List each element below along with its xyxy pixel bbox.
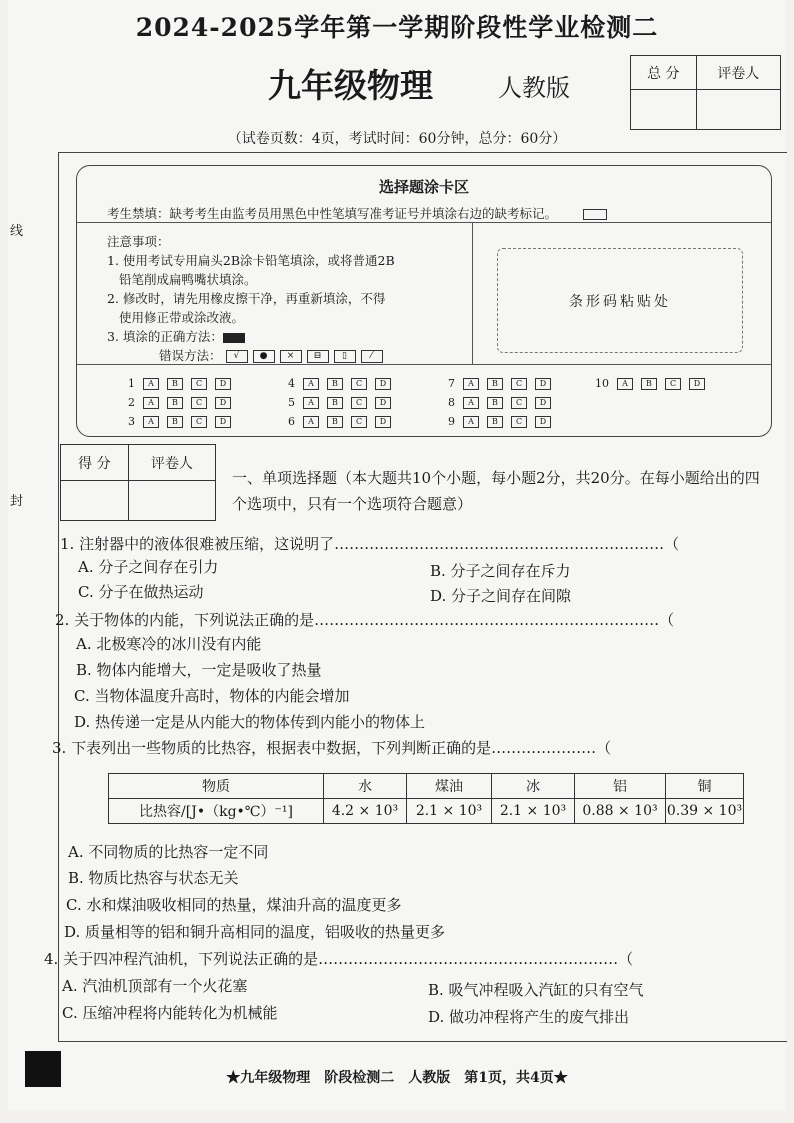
section-grader-label: 评卷人: [128, 445, 215, 481]
absent-warning: [107, 204, 607, 222]
bubble-row-q1[interactable]: [121, 377, 239, 390]
bubble-a[interactable]: A: [303, 416, 319, 428]
bubble-b[interactable]: B: [487, 416, 503, 428]
bubble-b[interactable]: B: [167, 397, 183, 409]
bubble-qnum: 6: [288, 415, 295, 428]
question-1-stem: 1. 注射器中的液体很难被压缩，这说明了…………………………………………………………（: [60, 535, 680, 553]
bubble-b[interactable]: B: [327, 416, 343, 428]
wrong-mark-dot: ●: [253, 350, 275, 363]
q1-option-c[interactable]: C. 分子在做热运动: [78, 583, 204, 601]
notes-title: 注意事项：: [107, 234, 170, 249]
bubble-a[interactable]: A: [303, 397, 319, 409]
correct-method-line: [107, 327, 395, 346]
bubble-row-q4[interactable]: [281, 377, 399, 390]
note-line: 使用修正带或涂改液。: [119, 310, 245, 325]
bubble-a[interactable]: A: [463, 378, 479, 390]
heat-table-header: 煤油: [407, 774, 492, 799]
q2-option-c[interactable]: C. 当物体温度升高时，物体的内能会增加: [74, 687, 350, 705]
correct-method-label: 3. 填涂的正确方法：: [107, 329, 223, 344]
note-line: 2. 修改时，请先用橡皮擦干净，再重新填涂，不得: [107, 291, 386, 306]
barcode-area: [497, 248, 743, 353]
bubble-b[interactable]: B: [487, 378, 503, 390]
heat-table-cell: 0.88 × 10³: [575, 799, 666, 824]
heat-table-cell: 0.39 × 10³: [666, 799, 744, 824]
total-score-box: [630, 55, 781, 130]
heat-table-header: 铝: [575, 774, 666, 799]
bubble-b[interactable]: B: [167, 416, 183, 428]
wrong-mark-check: √: [226, 350, 248, 363]
card-divider: [77, 222, 771, 223]
bubble-d[interactable]: D: [215, 378, 231, 390]
wrong-method-line: [107, 346, 395, 365]
bubble-qnum: 10: [595, 377, 609, 390]
exam-title: 2024-2025学年第一学期阶段性学业检测二: [135, 13, 659, 42]
page-footer: ★九年级物理 阶段检测二 人教版 第1页，共4页★: [226, 1070, 568, 1086]
section-score-cell[interactable]: [61, 481, 129, 521]
bubble-row-q7[interactable]: [441, 377, 559, 390]
q4-option-c[interactable]: C. 压缩冲程将内能转化为机械能: [62, 1004, 278, 1022]
bubble-qnum: 1: [128, 377, 135, 390]
bubble-d[interactable]: D: [375, 416, 391, 428]
q2-option-a[interactable]: A. 北极寒冷的冰川没有内能: [76, 635, 262, 653]
bubble-b[interactable]: B: [487, 397, 503, 409]
bubble-qnum: 3: [128, 415, 135, 428]
correct-fill-sample: [223, 333, 245, 343]
bubble-c[interactable]: C: [191, 378, 207, 390]
bubble-qnum: 2: [128, 396, 135, 409]
card-divider: [77, 364, 771, 365]
bubble-a[interactable]: A: [463, 397, 479, 409]
total-score-cell[interactable]: [631, 90, 697, 130]
bubble-row-q8[interactable]: [441, 396, 559, 409]
heat-table-cell: 2.1 × 10³: [492, 799, 575, 824]
bubble-qnum: 9: [448, 415, 455, 428]
bubble-d[interactable]: D: [215, 416, 231, 428]
heat-table-cell: 4.2 × 10³: [324, 799, 407, 824]
answer-card: [76, 165, 772, 437]
heat-table-header: 物质: [109, 774, 324, 799]
bubble-c[interactable]: C: [511, 378, 527, 390]
q4-option-b[interactable]: B. 吸气冲程吸入汽缸的只有空气: [428, 981, 644, 999]
q4-option-d[interactable]: D. 做功冲程将产生的废气排出: [428, 1008, 630, 1026]
question-3-stem: 3. 下表列出一些物质的比热容，根据表中数据，下列判断正确的是…………………（: [52, 739, 612, 757]
bubble-a[interactable]: A: [617, 378, 633, 390]
bubble-a[interactable]: A: [463, 416, 479, 428]
note-line: 1. 使用考试专用扁头2B涂卡铅笔填涂，或将普通2B: [107, 253, 395, 268]
bubble-b[interactable]: B: [641, 378, 657, 390]
bubble-a[interactable]: A: [143, 378, 159, 390]
q1-option-d[interactable]: D. 分子之间存在间隙: [430, 587, 572, 605]
q3-option-c[interactable]: C. 水和煤油吸收相同的热量，煤油升高的温度更多: [66, 896, 402, 914]
question-2-stem: 2. 关于物体的内能，下列说法正确的是……………………………………………………………（: [55, 611, 675, 629]
bubble-d[interactable]: D: [535, 397, 551, 409]
heat-table-header: 冰: [492, 774, 575, 799]
q4-option-a[interactable]: A. 汽油机顶部有一个火花塞: [62, 977, 248, 995]
bubble-row-q3[interactable]: [121, 415, 239, 428]
bubble-qnum: 4: [288, 377, 295, 390]
bubble-d[interactable]: D: [535, 378, 551, 390]
exam-info: （试卷页数：4页，考试时间：60分钟，总分：60分）: [227, 131, 567, 147]
bubble-d[interactable]: D: [375, 397, 391, 409]
section-grader-cell[interactable]: [128, 481, 215, 521]
section-heading: 一、单项选择题（本大题共10个小题，每小题2分，共20分。在每小题给出的四个选项中，只有一个选项符合题意）: [232, 469, 760, 513]
bubble-row-q2[interactable]: [121, 396, 239, 409]
question-4-stem: 4. 关于四冲程汽油机，下列说法正确的是……………………………………………………（: [44, 950, 634, 968]
bubble-c[interactable]: C: [351, 416, 367, 428]
total-score-label: 总 分: [631, 56, 697, 90]
bubble-c[interactable]: C: [191, 397, 207, 409]
bubble-d[interactable]: D: [535, 416, 551, 428]
wrong-mark-cross: ×: [280, 350, 302, 363]
bubble-qnum: 8: [448, 396, 455, 409]
q2-option-d[interactable]: D. 热传递一定是从内能大的物体传到内能小的物体上: [74, 713, 426, 731]
bubble-qnum: 5: [288, 396, 295, 409]
bubble-row-q5[interactable]: [281, 396, 399, 409]
q3-option-b[interactable]: B. 物质比热容与状态无关: [68, 869, 239, 887]
bubble-c[interactable]: C: [351, 378, 367, 390]
bubble-d[interactable]: D: [215, 397, 231, 409]
heat-table-cell: 2.1 × 10³: [407, 799, 492, 824]
bubble-b[interactable]: B: [327, 397, 343, 409]
wrong-mark-slash: ⁄: [361, 350, 383, 363]
bubble-c[interactable]: C: [191, 416, 207, 428]
wrong-mark-partial: ▯: [334, 350, 356, 363]
q1-option-b[interactable]: B. 分子之间存在斥力: [430, 562, 571, 580]
absent-warning-text: 考生禁填：缺考考生由监考员用黑色中性笔填写准考证号并填涂右边的缺考标记。: [107, 206, 558, 221]
seal-mark: 封: [10, 494, 24, 509]
bubble-qnum: 7: [448, 377, 455, 390]
bubble-row-q9[interactable]: [441, 415, 559, 428]
heat-table-header: 水: [324, 774, 407, 799]
q1-option-a[interactable]: A. 分子之间存在引力: [78, 558, 219, 576]
bubble-row-q6[interactable]: [281, 415, 399, 428]
q3-option-a[interactable]: A. 不同物质的比热容一定不同: [68, 843, 269, 861]
notes-block: [107, 232, 395, 365]
heat-table-row-label: 比热容/[J•（kg•℃）⁻¹]: [109, 799, 324, 824]
bubble-a[interactable]: A: [143, 416, 159, 428]
bubble-c[interactable]: C: [511, 397, 527, 409]
bubble-a[interactable]: A: [303, 378, 319, 390]
note-line: 铅笔削成扁鸭嘴状填涂。: [119, 272, 257, 287]
bubble-c[interactable]: C: [665, 378, 681, 390]
bubble-d[interactable]: D: [689, 378, 705, 390]
heat-table-header: 铜: [666, 774, 744, 799]
bubble-c[interactable]: C: [511, 416, 527, 428]
bubble-b[interactable]: B: [167, 378, 183, 390]
specific-heat-table: [108, 773, 744, 824]
subject-title: 九年级物理: [268, 66, 433, 105]
wrong-mark-line: ⊟: [307, 350, 329, 363]
section-score-box: [60, 444, 216, 521]
answer-card-title: 选择题涂卡区: [378, 178, 469, 196]
wrong-method-label: 错误方法：: [159, 348, 222, 363]
grader-cell[interactable]: [696, 90, 780, 130]
absent-mark-box[interactable]: [583, 209, 607, 220]
bubble-c[interactable]: C: [351, 397, 367, 409]
bubble-row-q10[interactable]: [593, 377, 713, 390]
bubble-b[interactable]: B: [327, 378, 343, 390]
edition-label: 人教版: [498, 74, 570, 102]
bubble-d[interactable]: D: [375, 378, 391, 390]
barcode-label: 条形码粘贴处: [569, 294, 671, 310]
seal-line-mark: 线: [10, 224, 24, 239]
q2-option-b[interactable]: B. 物体内能增大，一定是吸收了热量: [76, 661, 322, 679]
q3-option-d[interactable]: D. 质量相等的铝和铜升高相同的温度，铝吸收的热量更多: [64, 923, 446, 941]
bubble-a[interactable]: A: [143, 397, 159, 409]
grader-label: 评卷人: [696, 56, 780, 90]
section-score-label: 得 分: [61, 445, 129, 481]
card-vertical-divider: [472, 222, 473, 364]
